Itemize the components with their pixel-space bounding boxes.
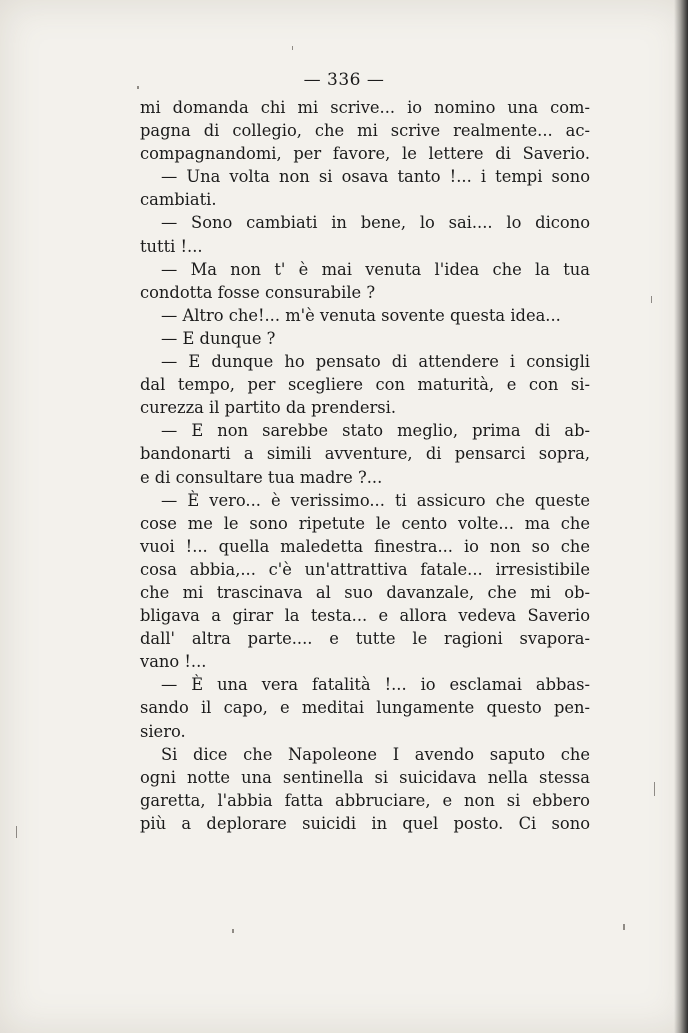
page-number: — 336 — xyxy=(303,70,385,90)
text-line: bligava a girar la testa... e allora vedeva Saverio xyxy=(140,606,590,626)
text-line: curezza il partito da prendersi. xyxy=(140,398,397,418)
text-line: condotta fosse consurabile ? xyxy=(140,282,376,302)
text-line: bandonarti a simili avventure, di pensarci sopra, xyxy=(140,444,590,464)
text-line: cosa abbia,... c'è un'attrattiva fatale... irresistibile xyxy=(140,559,590,579)
text-line: — Ma non t' è mai venuta l'idea che la tua xyxy=(161,259,590,279)
text-line: tutti !... xyxy=(140,236,203,256)
text-line: ogni notte una sentinella si suicidava nella stessa xyxy=(140,767,590,787)
text-line: cambiati. xyxy=(140,190,217,210)
text-line: sando il capo, e meditai lungamente questo pen- xyxy=(140,698,590,718)
body-text xyxy=(140,96,590,835)
text-line: — E dunque ? xyxy=(161,328,276,348)
text-line: — È una vera fatalità !... io esclamai abbas- xyxy=(161,675,590,695)
text-line: — Altro che!... m'è venuta sovente questa idea... xyxy=(161,305,561,325)
page-spine-shadow xyxy=(674,0,688,1033)
text-line: compagnandomi, per favore, le lettere di Saverio. xyxy=(140,144,590,164)
speck-mark xyxy=(292,46,293,50)
text-line: — E dunque ho pensato di attendere i consigli xyxy=(161,352,590,372)
text-line: garetta, l'abbia fatta abbruciare, e non si ebbero xyxy=(140,790,590,810)
text-line: vuoi !... quella maledetta finestra... io non so che xyxy=(140,536,590,556)
text-line: — E non sarebbe stato meglio, prima di ab- xyxy=(161,421,590,441)
text-line: che mi trascinava al suo davanzale, che mi ob- xyxy=(140,582,590,602)
text-line: pagna di collegio, che mi scrive realmente... ac- xyxy=(140,121,590,141)
text-line: — Sono cambiati in bene, lo sai.... lo dicono xyxy=(161,213,590,233)
text-line: e di consultare tua madre ?... xyxy=(140,467,383,487)
text-line: vano !... xyxy=(140,652,207,672)
text-line: cose me le sono ripetute le cento volte... ma che xyxy=(140,513,590,533)
text-line: — È vero... è verissimo... ti assicuro che queste xyxy=(161,490,590,510)
text-line: — Una volta non si osava tanto !... i tempi sono xyxy=(161,167,590,187)
speck-mark xyxy=(623,924,625,930)
text-line: Si dice che Napoleone I avendo saputo che xyxy=(161,744,590,764)
speck-mark xyxy=(651,296,652,303)
speck-mark xyxy=(16,826,17,838)
text-line: siero. xyxy=(140,721,186,741)
text-line: dall' altra parte.... e tutte le ragioni svapora- xyxy=(140,629,590,649)
text-line: dal tempo, per scegliere con maturità, e con si- xyxy=(140,375,590,395)
speck-mark xyxy=(232,929,234,933)
speck-mark xyxy=(654,782,655,796)
speck-mark xyxy=(137,86,139,89)
text-line: più a deplorare suicidi in quel posto. Ci sono xyxy=(140,813,590,833)
text-line: mi domanda chi mi scrive... io nomino una com- xyxy=(140,98,590,117)
